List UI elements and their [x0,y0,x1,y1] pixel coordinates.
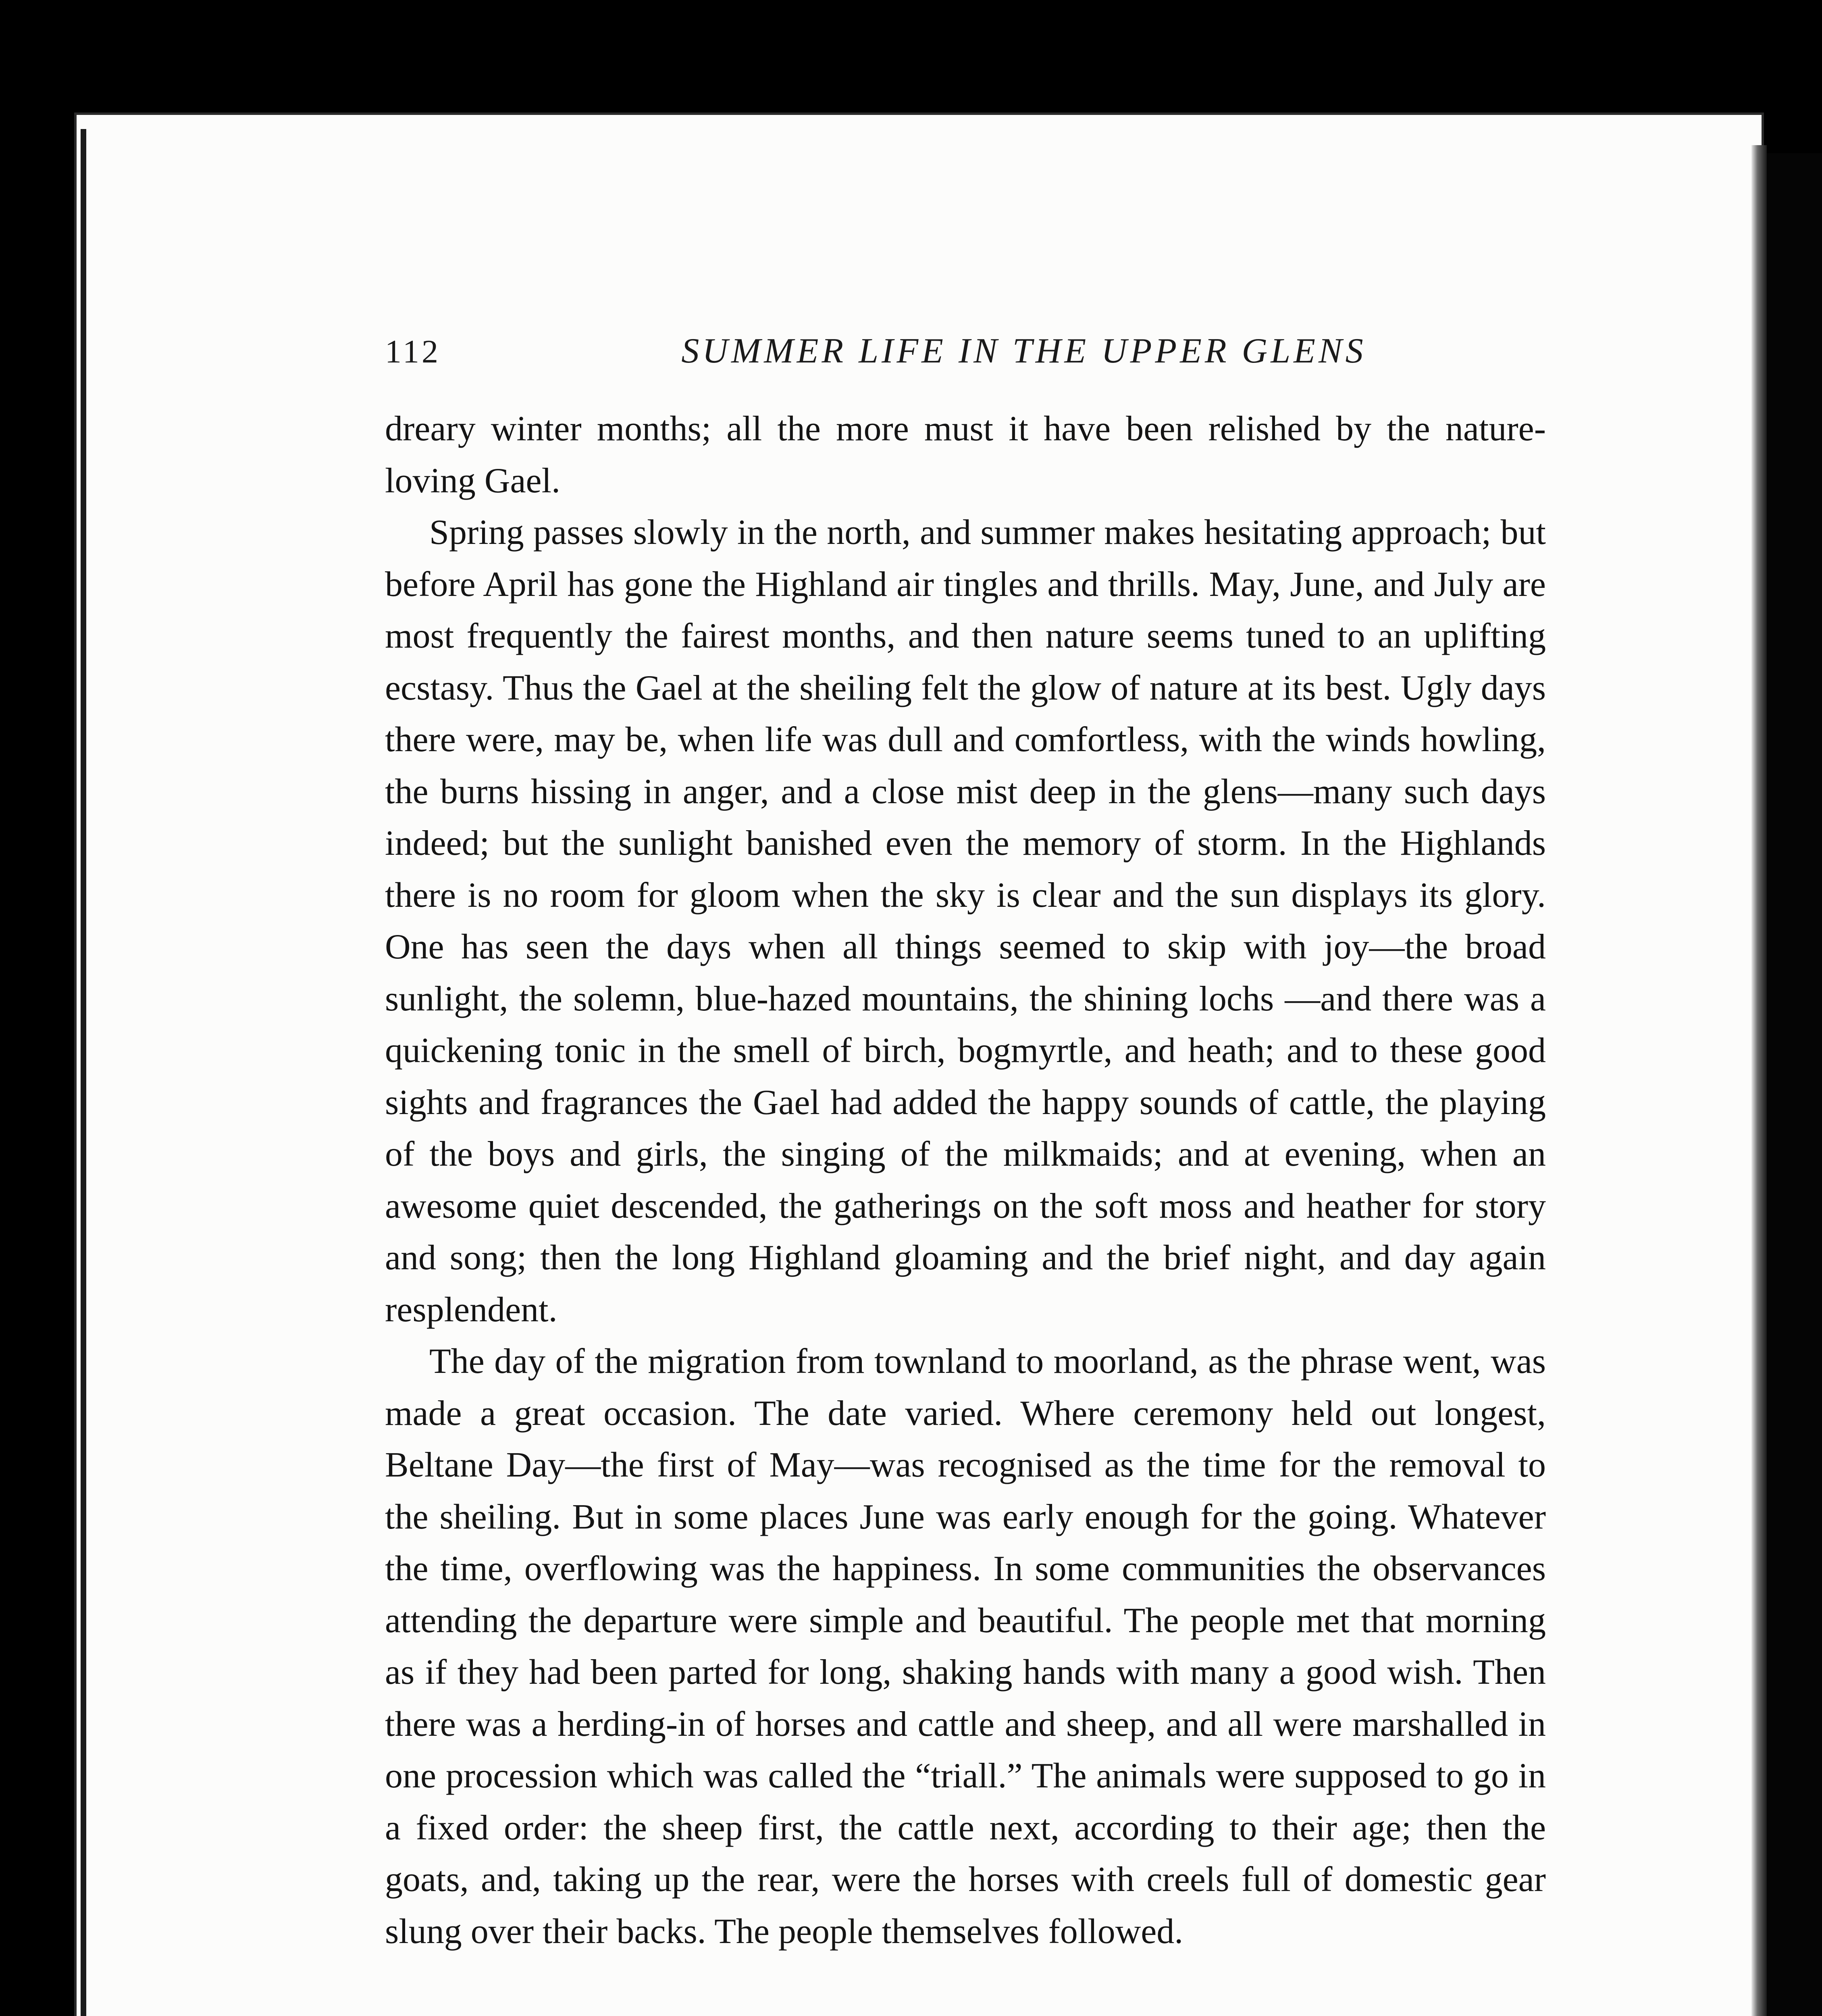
paragraph-continued: dreary winter months; all the more must it have been relished by the nature-loving Gael. [385,409,1546,500]
paragraph-migration: The day of the migration from townland to moorland, as the phrase went, was made a great occasion. The date varied. Where ceremony held out longest, Beltane Day—the first of May—was recognised as the time for the removal to the sheiling. But in some places June was early enough for the going. Whatever the time, overflowing was the happiness. In some communities the observances attending the departure were simple and beautiful. The people met that morning as if they had been parted for long, shaking hands with many a good wish. Then there was a herding-in of horses and cattle and sheep, and all were marshalled in one procession which was called the “triall.” The animals were supposed to go in a fixed order: the sheep first, the cattle next, according to their age; then the goats, and, taking up the rear, were the horses with creels full of domestic gear slung over their backs. The people themselves followed. [385,1342,1546,1951]
running-head [385,331,1546,387]
binding-shadow [1767,153,1822,2016]
running-title: SUMMER LIFE IN THE UPPER GLENS [681,331,1366,371]
page-right-edge [1751,145,1767,2016]
page-left-edge [81,129,86,2016]
body-text [385,403,1546,1958]
page-number: 112 [385,333,441,370]
paragraph-spring: Spring passes slowly in the north, and summer makes hesitating approach; but before April has gone the Highland air tingles and thrills. May, June, and July are most frequently the fairest months, and then nature seems tuned to an uplifting ecstasy. Thus the Gael at the sheiling felt the glow of nature at its best. Ugly days there were, may be, when life was dull and comfortless, with the winds howling, the burns hissing in anger, and a close mist deep in the glens—many such days indeed; but the sunlight banished even the memory of storm. In the Highlands there is no room for gloom when the sky is clear and the sun displays its glory. One has seen the days when all things seemed to skip with joy—the broad sunlight, the solemn, blue-hazed mountains, the shining lochs —and there was a quickening tonic in the smell of birch, bogmyrtle, and heath; and to these good sights and fragrances the Gael had added the happy sounds of cattle, the playing of the boys and girls, the singing of the milkmaids; and at evening, when an awesome quiet descended, the gatherings on the soft moss and heather for story and song; then the long Highland gloaming and the brief night, and day again resplendent. [385,513,1546,1329]
